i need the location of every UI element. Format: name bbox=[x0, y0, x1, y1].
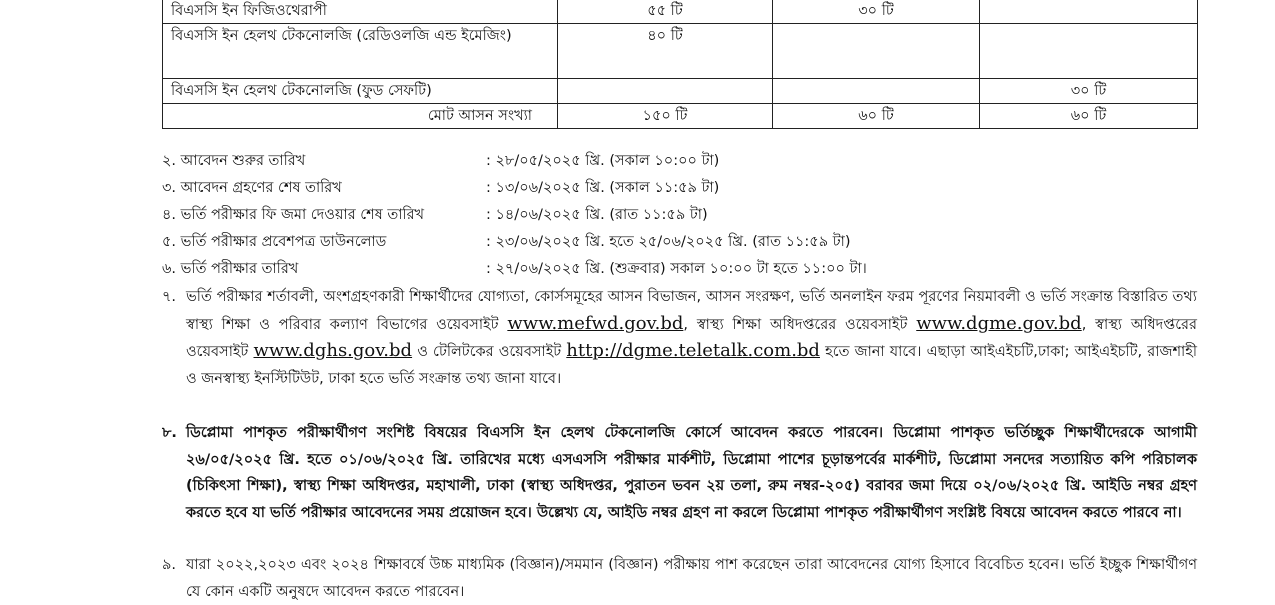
paragraph-text: ডিপ্লোমা পাশকৃত পরীক্ষার্থীগণ সংশিষ্ট বিষয়ের বিএসসি ইন হেলথ টেকনোলজি কোর্সে আবেদন করতে পারবেন। ডিপ্লোমা পাশকৃত ভর্তিচ্ছুক শিক্ষার্থীদেরকে আগামী ২৬/০৫/২০২৫ খ্রি. হতে ০১/০৬/২০২৫ খ্রি. তারিখের মধ্যে এসএসসি পরীক্ষার মার্কশীট, ডিপ্লোমা পাশের চূড়ান্তপর্বের মার্কশীট, ডিপ্লোমা সনদের সত্যায়িত কপি পরিচালক (চিকিৎসা শিক্ষা), স্বাস্থ্য শিক্ষা অধিদপ্তর, মহাখালী, ঢাকা (স্বাস্থ্য অধিদপ্তর, পুরাতন ভবন ২য় তলা, রুম নম্বর-২০৫) বরাবর জমা দিয়ে ০২/০৬/২০২৫ খ্রি. আইডি নম্বর গ্রহণ করতে হবে যা ভর্তি পরীক্ষার আবেদনের সময় প্রয়োজন হবে। উল্লেখ্য যে, আইডি নম্বর গ্রহণ না করলে ডিপ্লোমা পাশকৃত পরীক্ষার্থীগণ সংশ্লিষ্ট বিষয়ে আবেদন করতে পারবে না। bbox=[186, 425, 1197, 521]
table-row bbox=[163, 0, 1198, 24]
seat-count: ৩০ টি bbox=[980, 79, 1198, 104]
text-segment: , স্বাস্থ্য অধিদপ্তরের ওয়েবসাইট bbox=[186, 316, 1197, 360]
schedule-value: : ১৩/০৬/২০২৫ খ্রি. (সকাল ১১:৫৯ টা) bbox=[486, 180, 720, 196]
website-link-dgme[interactable]: www.dgme.gov.bd bbox=[916, 312, 1082, 334]
table-row bbox=[163, 24, 1198, 79]
text-segment: , স্বাস্থ্য শিক্ষা অধিদপ্তরের ওয়েবসাইট bbox=[683, 316, 917, 333]
item-number: ৮. bbox=[162, 425, 177, 441]
paragraph-text bbox=[186, 284, 1197, 392]
seat-count bbox=[773, 79, 980, 104]
course-name: বিএসসি ইন ফিজিওথেরাপী bbox=[163, 0, 558, 24]
total-seat-count: ১৫০ টি bbox=[558, 104, 773, 129]
seat-distribution-table bbox=[162, 0, 1198, 129]
seat-count bbox=[773, 24, 980, 79]
table-row bbox=[163, 79, 1198, 104]
schedule-label: আবেদন শুরুর তারিখ bbox=[180, 153, 306, 169]
schedule-label: আবেদন গ্রহণের শেষ তারিখ bbox=[180, 180, 342, 196]
item-number: ৩. bbox=[162, 180, 177, 196]
seat-count bbox=[980, 0, 1198, 24]
text-segment: হতে জানা যাবে। এছাড়া আইএইচটি,ঢাকা; আইএইচটি, রাজশাহী ও জনস্বাস্থ্য ইনস্টিটিউট, ঢাকা হতে ভর্তি সংক্রান্ত তথ্য জানা যাবে। bbox=[186, 344, 1197, 387]
item-number: ৫. bbox=[162, 234, 177, 250]
paragraph-9 bbox=[162, 552, 1197, 605]
course-name: বিএসসি ইন হেলথ টেকনোলজি (ফুড সেফটি) bbox=[163, 79, 558, 104]
table-total-row bbox=[163, 104, 1198, 129]
total-label: মোট আসন সংখ্যা bbox=[163, 104, 558, 129]
total-seat-count: ৬০ টি bbox=[980, 104, 1198, 129]
website-link-dghs[interactable]: www.dghs.gov.bd bbox=[253, 340, 413, 361]
schedule-value: : ২৭/০৬/২০২৫ খ্রি. (শুক্রবার) সকাল ১০:০০ টা হতে ১১:০০ টা। bbox=[486, 261, 867, 277]
schedule-value: : ২৮/০৫/২০২৫ খ্রি. (সকাল ১০:০০ টা) bbox=[486, 153, 720, 169]
paragraph-7 bbox=[162, 284, 1197, 392]
seat-count bbox=[980, 24, 1198, 79]
text-segment: ভর্তি পরীক্ষার শর্তাবলী, অংশগ্রহণকারী শিক্ষার্থীদের যোগ্যতা, কোর্সসমূহের আসন বিভাজন, আসন সংরক্ষণ, ভর্তি অনলাইন ফরম পূরণের নিয়মাবলী ও ভর্তি সংক্রান্ত বিস্তারিত তথ্য স্বাস্থ্য শিক্ষা ও পরিবার কল্যাণ বিভাগের ওয়েবসাইট bbox=[186, 289, 1197, 333]
paragraph-text: যারা ২০২২,২০২৩ এবং ২০২৪ শিক্ষাবর্ষে উচ্চ মাধ্যমিক (বিজ্ঞান)/সমমান (বিজ্ঞান) পরীক্ষায় পাশ করেছেন তারা আবেদনের যোগ্য হিসাবে বিবেচিত হবেন। ভর্তি ইচ্ছুক শিক্ষার্থীগণ যে কোন একটি অনুষদে আবেদন করতে পারবেন। bbox=[186, 557, 1197, 600]
schedule-label: ভর্তি পরীক্ষার ফি জমা দেওয়ার শেষ তারিখ bbox=[180, 207, 425, 223]
schedule-label: ভর্তি পরীক্ষার প্রবেশপত্র ডাউনলোড bbox=[180, 234, 387, 250]
item-number: ৯. bbox=[162, 557, 177, 573]
website-link-teletalk[interactable]: http://dgme.teletalk.com.bd bbox=[566, 340, 820, 361]
schedule-value: : ১৪/০৬/২০২৫ খ্রি. (রাত ১১:৫৯ টা) bbox=[486, 207, 708, 223]
item-number: ৭. bbox=[162, 289, 177, 305]
paragraph-8 bbox=[162, 420, 1197, 526]
seat-count: ৪০ টি bbox=[558, 24, 773, 79]
seat-count bbox=[558, 79, 773, 104]
seat-count: ৩০ টি bbox=[773, 0, 980, 24]
course-name: বিএসসি ইন হেলথ টেকনোলজি (রেডিওলজি এন্ড ইমেজিং) bbox=[163, 24, 558, 79]
schedule-label: ভর্তি পরীক্ষার তারিখ bbox=[180, 261, 299, 277]
seat-count: ৫৫ টি bbox=[558, 0, 773, 24]
item-number: ৬. bbox=[162, 261, 177, 277]
website-link-mefwd[interactable]: www.mefwd.gov.bd bbox=[507, 312, 684, 334]
total-seat-count: ৬০ টি bbox=[773, 104, 980, 129]
schedule-value: : ২৩/০৬/২০২৫ খ্রি. হতে ২৫/০৬/২০২৫ খ্রি. (রাত ১১:৫৯ টা) bbox=[486, 234, 851, 250]
item-number: ৪. bbox=[162, 207, 177, 223]
text-segment: ও টেলিটকের ওয়েবসাইট bbox=[412, 344, 567, 360]
item-number: ২. bbox=[162, 153, 177, 169]
